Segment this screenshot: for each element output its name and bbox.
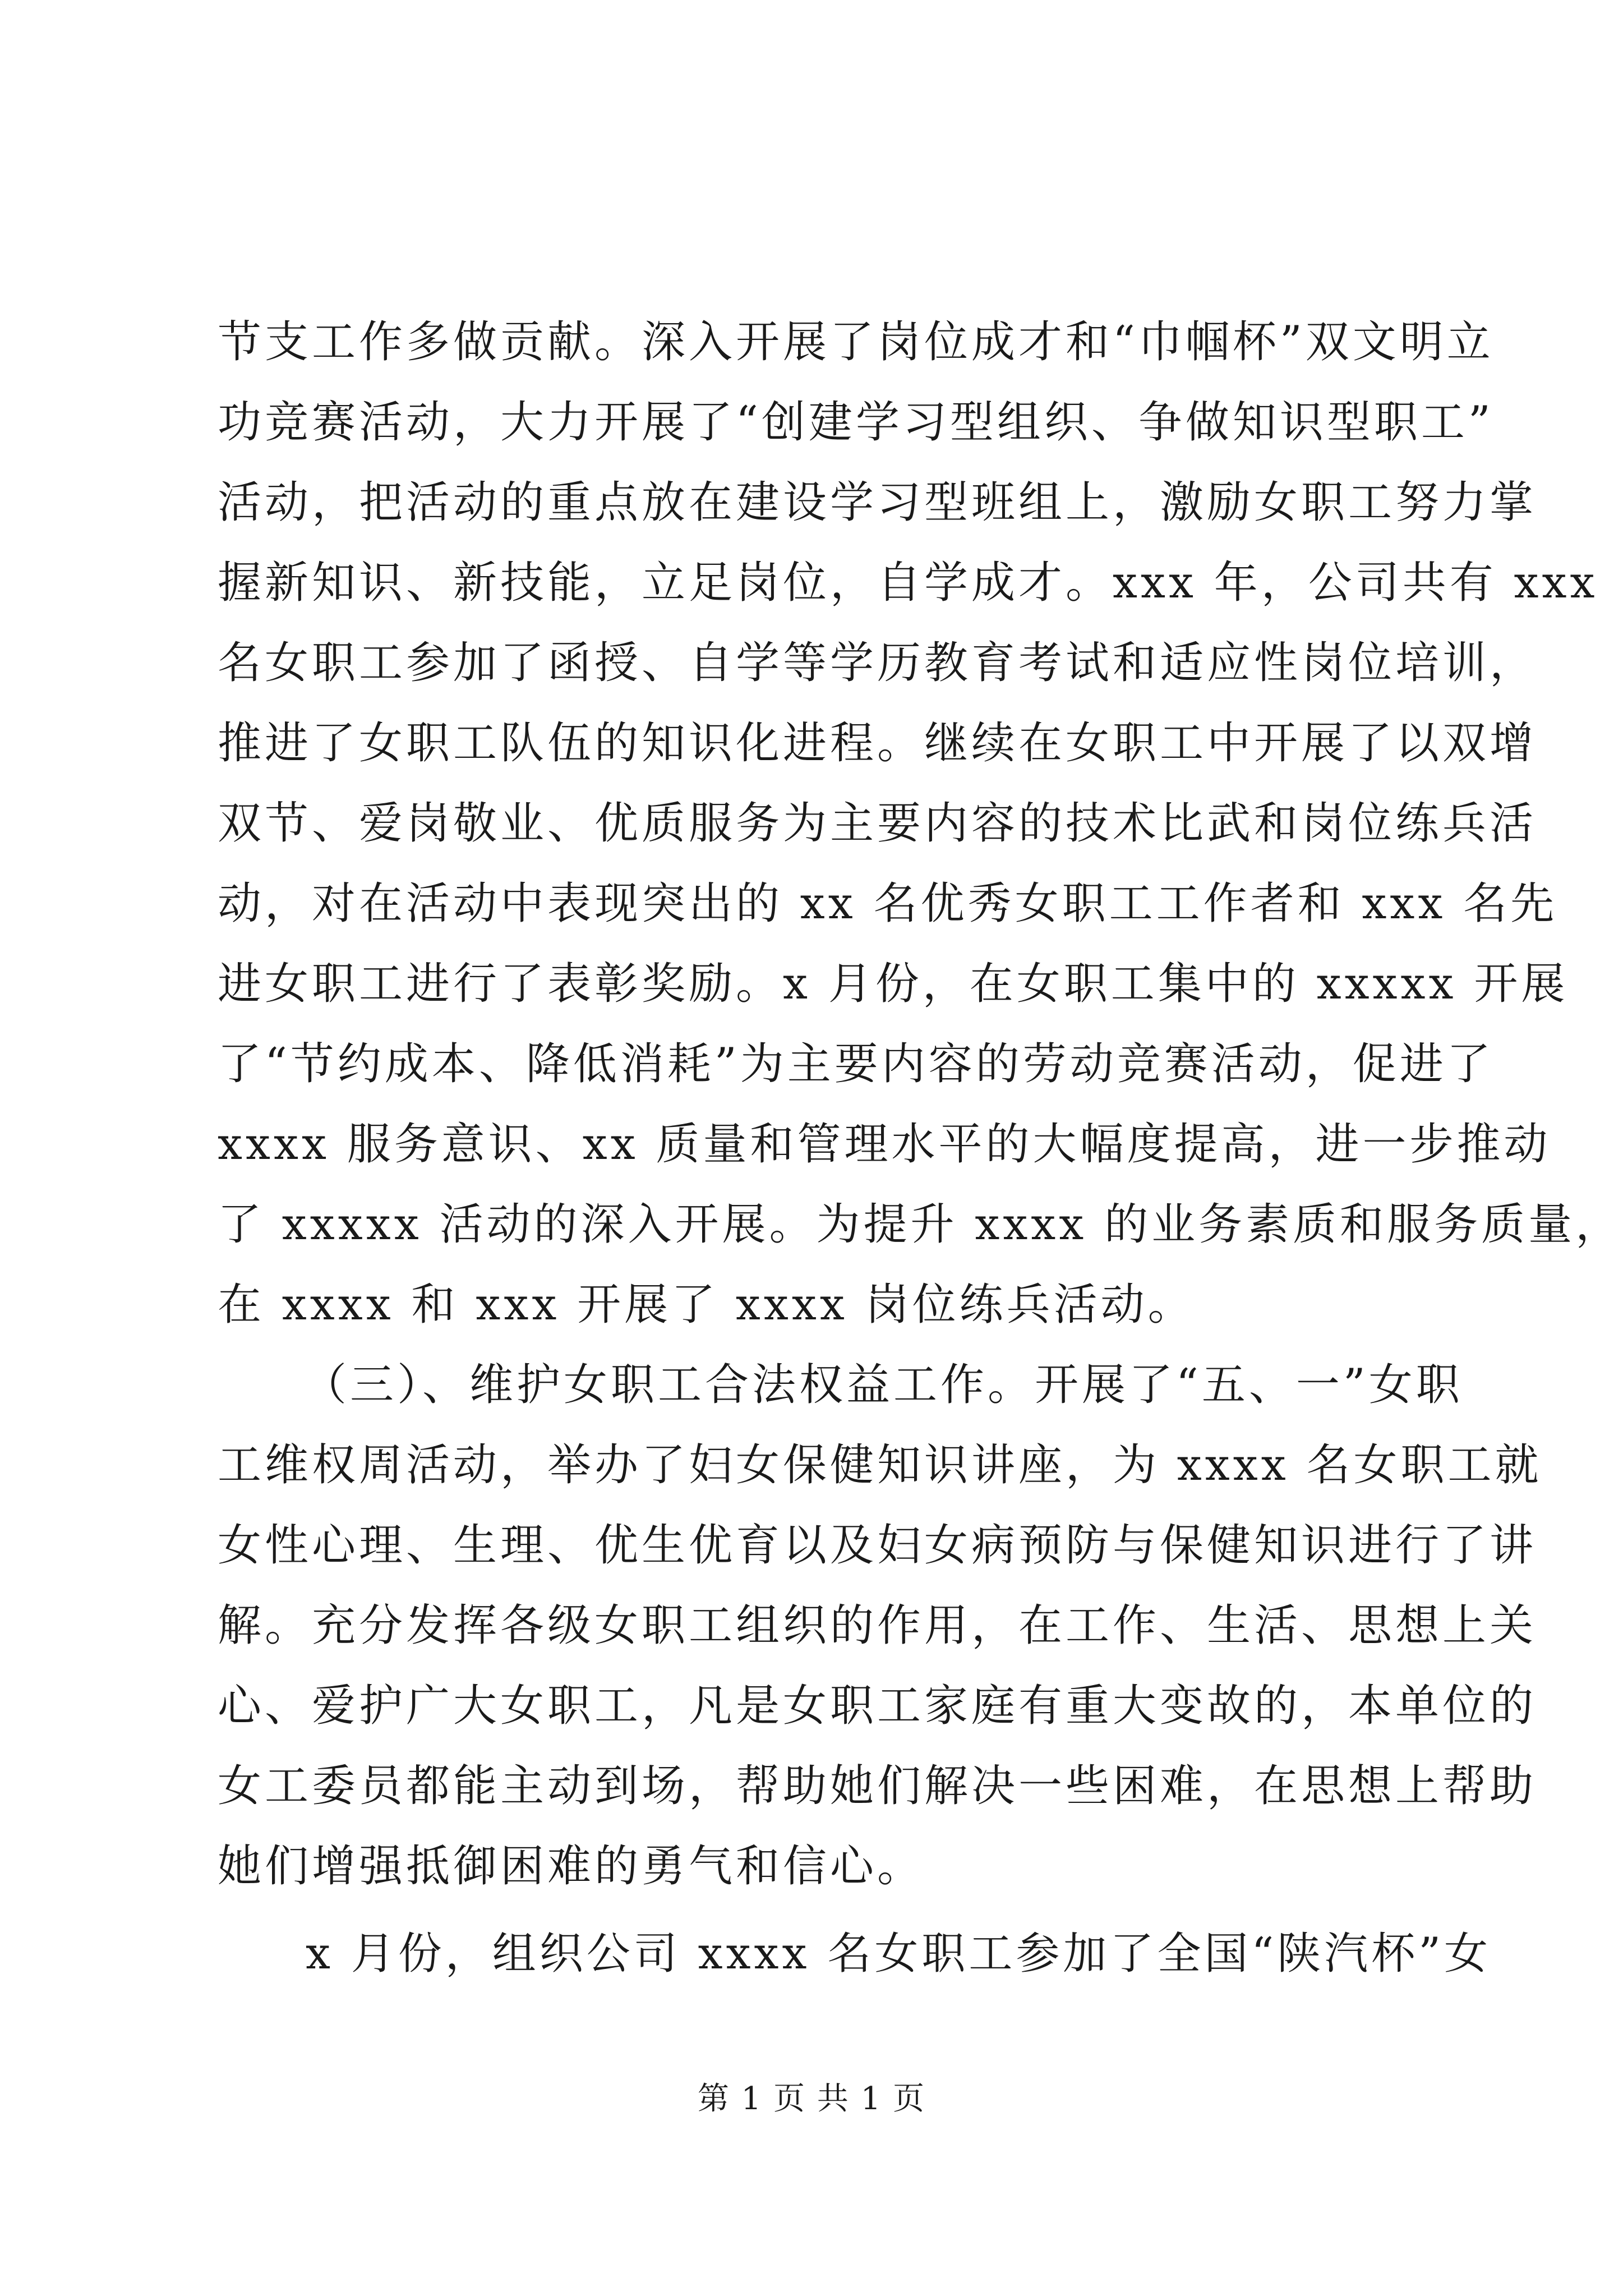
body-text-line: 握新知识、新技能，立足岗位，自学成才。xxx 年，公司共有 xxx	[218, 558, 1598, 608]
body-text-line: 进女职工进行了表彰奖励。x 月份，在女职工集中的 xxxxx 开展	[218, 959, 1569, 1009]
body-text-line: 解。充分发挥各级女职工组织的作用，在工作、生活、思想上关	[218, 1600, 1537, 1651]
body-text-line: xxxx 服务意识、xx 质量和管理水平的大幅度提高，进一步推动	[218, 1119, 1551, 1170]
body-text-line: x 月份，组织公司 xxxx 名女职工参加了全国“陕汽杯”女	[306, 1929, 1492, 1979]
body-text-line: 她们增强抵御困难的勇气和信心。	[218, 1841, 925, 1892]
body-text-line: 了 xxxxx 活动的深入开展。为提升 xxxx 的业务素质和服务质量，	[218, 1199, 1623, 1250]
body-text-line: 女性心理、生理、优生优育以及妇女病预防与保健知识进行了讲	[218, 1520, 1537, 1571]
body-text-line: 动，对在活动中表现突出的 xx 名优秀女职工工作者和 xxx 名先	[218, 878, 1558, 929]
body-text-line: 工维权周活动，举办了妇女保健知识讲座，为 xxxx 名女职工就	[218, 1440, 1542, 1490]
body-text-line: 节支工作多做贡献。深入开展了岗位成才和“巾帼杯”双文明立	[218, 317, 1494, 367]
body-text-line: 名女职工参加了函授、自学等学历教育考试和适应性岗位培训，	[218, 638, 1537, 688]
body-text-line: 双节、爱岗敬业、优质服务为主要内容的技术比武和岗位练兵活	[218, 798, 1537, 849]
body-text-line: 在 xxxx 和 xxx 开展了 xxxx 岗位练兵活动。	[218, 1280, 1195, 1330]
section-heading-line: （三）、维护女职工合法权益工作。开展了“五、一”女职	[303, 1360, 1463, 1410]
body-text-line: 功竞赛活动，大力开展了“创建学习型组织、争做知识型职工”	[218, 397, 1494, 448]
body-text-line: 推进了女职工队伍的知识化进程。继续在女职工中开展了以双增	[218, 718, 1537, 769]
body-text-line: 了“节约成本、降低消耗”为主要内容的劳动竞赛活动，促进了	[218, 1039, 1494, 1089]
page-footer: 第 1 页 共 1 页	[697, 2081, 926, 2117]
body-text-line: 女工委员都能主动到场，帮助她们解决一些困难，在思想上帮助	[218, 1761, 1537, 1811]
body-text-line: 心、爱护广大女职工，凡是女职工家庭有重大变故的，本单位的	[218, 1681, 1537, 1731]
body-text-line: 活动，把活动的重点放在建设学习型班组上，激励女职工努力掌	[218, 477, 1537, 528]
